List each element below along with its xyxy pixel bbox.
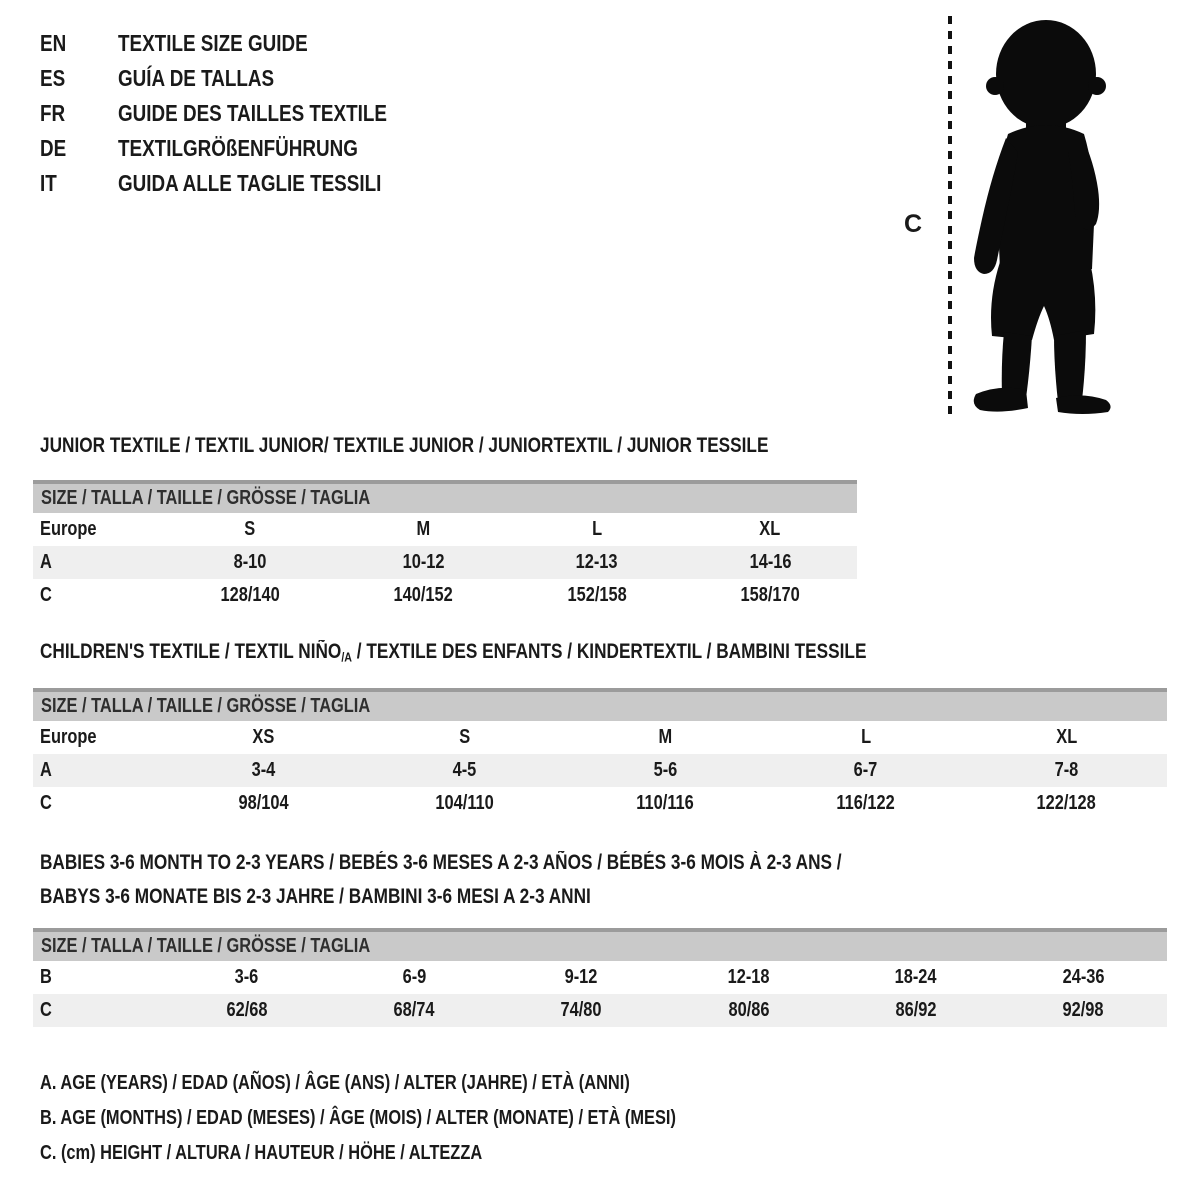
legend-text: A. AGE (YEARS) / EDAD (AÑOS) / ÂGE (ANS) / ALTER (JAHRE) / ETÀ (ANNI) [40, 1072, 630, 1094]
junior-table-header [33, 480, 857, 513]
row-label: A [40, 759, 52, 781]
size-cell: 3-4 [251, 759, 276, 781]
size-cell: 62/68 [226, 999, 268, 1021]
babies-section-title [40, 846, 1018, 914]
size-header-label: SIZE / TALLA / TAILLE / GRÖSSE / TAGLIA [41, 487, 371, 509]
babies-size-table [33, 928, 1167, 1027]
size-header-label: SIZE / TALLA / TAILLE / GRÖSSE / TAGLIA [41, 935, 371, 957]
children-title-text: CHILDREN'S TEXTILE / TEXTIL NIÑO [40, 640, 342, 663]
size-cell: 128/140 [220, 584, 280, 606]
size-cell: 74/80 [560, 999, 602, 1021]
language-code: DE [40, 135, 67, 161]
legend-text: B. AGE (MONTHS) / EDAD (MESES) / ÂGE (MOIS) / ALTER (MONATE) / ETÀ (MESI) [40, 1107, 676, 1129]
language-row-es [40, 61, 446, 96]
size-header-label: SIZE / TALLA / TAILLE / GRÖSSE / TAGLIA [41, 695, 371, 717]
size-cell: 7-8 [1054, 759, 1079, 781]
junior-title-text: JUNIOR TEXTILE / TEXTIL JUNIOR/ TEXTILE JUNIOR / JUNIORTEXTIL / JUNIOR TESSILE [40, 434, 769, 457]
language-row-de [40, 131, 446, 166]
size-cell: 10-12 [402, 551, 445, 573]
table-row-height [33, 994, 1167, 1027]
size-cell: 110/116 [636, 792, 694, 814]
children-section-title [40, 640, 1048, 664]
size-cell: 14-16 [749, 551, 792, 573]
table-row-europe [33, 513, 857, 546]
row-label: C [40, 584, 52, 606]
table-row-height [33, 787, 1167, 820]
children-table-header [33, 688, 1167, 721]
size-cell: 6-7 [853, 759, 878, 781]
legend-text: C. (cm) HEIGHT / ALTURA / HAUTEUR / HÖHE / ALTEZZA [40, 1142, 483, 1164]
size-cell: 3-6 [234, 966, 259, 988]
size-cell: 68/74 [393, 999, 435, 1021]
size-cell: S [458, 726, 470, 748]
size-cell: 12-18 [727, 966, 770, 988]
language-title: GUÍA DE TALLAS [118, 65, 275, 91]
row-label: Europe [40, 726, 97, 748]
size-cell: 12-13 [575, 551, 618, 573]
size-cell: 122/128 [1036, 792, 1097, 814]
table-row-age [33, 546, 857, 579]
size-cell: 140/152 [393, 584, 453, 606]
size-cell: 24-36 [1062, 966, 1105, 988]
children-title-subscript: /A [341, 649, 353, 665]
size-cell: M [416, 518, 431, 540]
size-cell: L [591, 518, 602, 540]
size-cell: 98/104 [238, 792, 289, 814]
table-row-months [33, 961, 1167, 994]
language-title: GUIDA ALLE TAGLIE TESSILI [118, 170, 382, 196]
language-row-en [40, 26, 446, 61]
size-cell: S [244, 518, 256, 540]
size-cell: M [658, 726, 672, 748]
table-row-height [33, 579, 857, 612]
babies-table-header [33, 928, 1167, 961]
language-title: TEXTILE SIZE GUIDE [118, 30, 308, 56]
language-title: GUIDE DES TAILLES TEXTILE [118, 100, 387, 126]
size-cell: 5-6 [653, 759, 677, 781]
size-cell: 6-9 [402, 966, 426, 988]
language-code: ES [40, 65, 66, 91]
size-cell: XS [252, 726, 275, 748]
size-cell: 116/122 [836, 792, 895, 814]
language-row-fr [40, 96, 446, 131]
language-code: FR [40, 100, 66, 126]
size-cell: L [860, 726, 871, 748]
babies-title-line1: BABIES 3-6 MONTH TO 2-3 YEARS / BEBÉS 3-6 MESES A 2-3 AÑOS / BÉBÉS 3-6 MOIS À 2-3 ANS / [40, 851, 842, 874]
size-cell: 104/110 [435, 792, 494, 814]
row-label: Europe [40, 518, 97, 540]
size-cell: 86/92 [895, 999, 937, 1021]
figure-height-label: C [904, 210, 923, 238]
children-size-table [33, 688, 1167, 820]
size-cell: 80/86 [728, 999, 770, 1021]
table-row-europe [33, 721, 1167, 754]
row-label: A [40, 551, 52, 573]
language-list [40, 26, 446, 201]
junior-size-table [33, 480, 857, 612]
children-title-text-2: / TEXTILE DES ENFANTS / KINDERTEXTIL / BAMBINI TESSILE [352, 640, 867, 663]
junior-section-title [40, 434, 928, 458]
size-cell: 158/170 [740, 584, 800, 606]
row-label: B [40, 966, 52, 988]
size-cell: 9-12 [564, 966, 598, 988]
row-label: C [40, 792, 52, 814]
measurement-legend [40, 1066, 816, 1171]
size-cell: 18-24 [894, 966, 937, 988]
size-cell: 8-10 [233, 551, 267, 573]
language-code: EN [40, 30, 67, 56]
size-cell: XL [1056, 726, 1078, 748]
size-cell: 4-5 [452, 759, 477, 781]
legend-line-b [40, 1101, 816, 1136]
language-code: IT [40, 170, 57, 196]
legend-line-c [40, 1136, 816, 1171]
babies-title-line2: BABYS 3-6 MONATE BIS 2-3 JAHRE / BAMBINI 3-6 MESI A 2-3 ANNI [40, 885, 591, 908]
size-cell: XL [759, 518, 781, 540]
language-row-it [40, 166, 446, 201]
legend-line-a [40, 1066, 816, 1101]
language-title: TEXTILGRÖßENFÜHRUNG [118, 135, 358, 161]
row-label: C [40, 999, 52, 1021]
toddler-silhouette-icon [968, 14, 1140, 416]
table-row-age [33, 754, 1167, 787]
height-dashed-line [946, 14, 954, 418]
size-cell: 152/158 [567, 584, 627, 606]
size-cell: 92/98 [1062, 999, 1104, 1021]
